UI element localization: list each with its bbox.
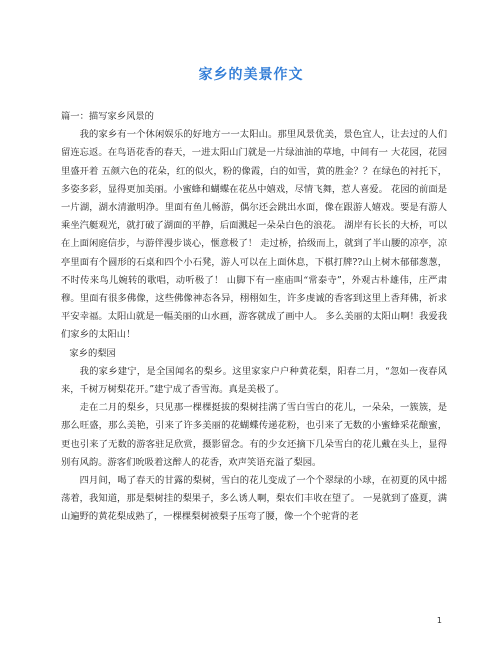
section-1-paragraph: 我的家乡有一个休闲娱乐的好地方一一太阳山。那里风景优美，景色宜人，让去过的人们留连忘返。在鸟语花香的春天，一进太阳山门就是一片绿油油的草地，中间有一 大花园，花园里盛开着 五颜六色的花朵，红的似火，粉的像霞，白的如雪，黄的胜金？？在绿色的衬托下，多姿多彩，显得更加美丽。小蜜蜂和蝴蝶在花丛中嬉戏，尽情飞舞，惹人喜爱。 花园的前面是一片湖，湖水清澈明净。里面有鱼儿畅游，偶尔还会跳出水面，像在跟游人嬉戏。要是有游人乘坐汽艇观光，就打破了湖面的平静，后面溅起一朵朵白色的浪花。 湖岸有长长的大桥，可以在上面闲庭信步，与游伴漫步谈心，惬意极了！ 走过桥，拾级而上，就到了半山腰的凉亭，凉亭里面有个圆形的石桌和四个小石凳，游人可以在上面休息，下棋打牌??山上树木郁郁葱葱，不时传来鸟儿婉转的歌唱，动听极了！ 山脚下有一座庙叫“常泰寺”，外观古朴雄伟，庄严肃穆。里面有很多佛像，这些佛像神态各异，栩栩如生，许多虔诚的香客到这里上香拜佛，祈求平安幸福。太阳山就是一幅美丽的山水画，游客就成了画中人。 多么美丽的太阳山啊！我爱我们家乡的太阳山！	[61, 129, 447, 341]
document-body	[61, 108, 447, 527]
section-2-paragraph-2: 走在二月的梨乡，只见那一棵棵挺拔的梨树挂满了雪白雪白的花儿，一朵朵，一簇簇，是那么旺盛，那么美艳，引来了许多美丽的花蝴蝶传递花粉，也引来了无数的小蜜蜂采花酿蜜，更也引来了无数的游客驻足欣赏，摄影留念。有的少女还摘下几朵雪白的花儿戴在头上，显得别有风韵。游客们吮吸着这醉人的花香，欢声笑语充溢了梨园。	[61, 402, 447, 468]
section-heading-1: 篇一：描写家乡风景的	[61, 111, 154, 122]
section-2-paragraph-1: 我的家乡建宁，是全国闻名的梨乡。这里家家户户种黄花梨，阳春二月，“忽如一夜春风来，千树万树梨花开。”建宁成了香雪海。真是美极了。	[61, 365, 447, 396]
section-2-paragraph-3: 四月间，喝了春天的甘露的梨树，雪白的花儿变成了一个个翠绿的小球，在初夏的风中摇荡着，我知道，那是梨树挂的梨果子，多么诱人啊，梨农们丰收在望了。 一晃就到了盛夏，满山遍野的黄花梨成熟了，一棵棵梨树被梨子压弯了腰，像一个个驼背的老	[61, 475, 447, 523]
section-heading-2: 家乡的梨园	[69, 347, 116, 359]
document-title: 家乡的美景作文	[198, 67, 304, 83]
page-number: 1	[436, 616, 442, 625]
